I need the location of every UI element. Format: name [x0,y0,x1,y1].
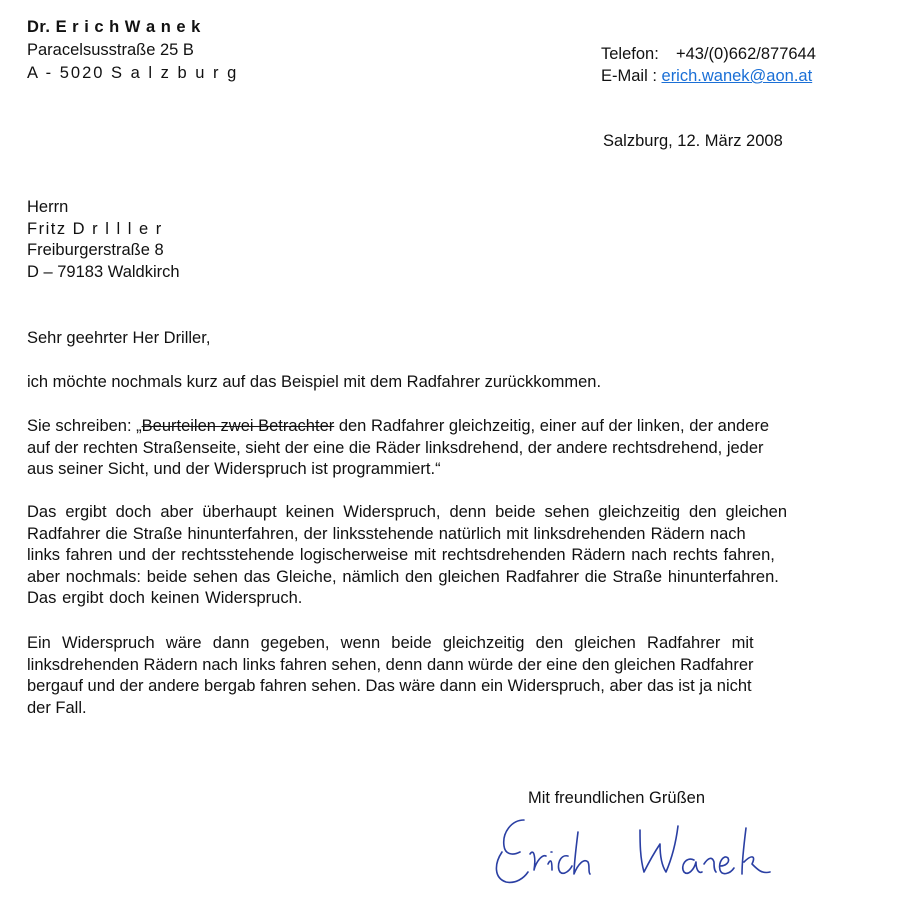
quote-line-1-rest: den Radfahrer gleichzeitig, einer auf der linken, der andere [334,417,770,435]
contact-email-line [601,65,812,87]
quote-line-1 [27,416,879,438]
signature-drawing [490,812,780,892]
greeting: Sehr geehrter Her Driller, [27,329,211,347]
conclusion-paragraph [27,633,879,719]
quote-struck-text: Beurteilen zwei Betrachter [141,417,335,435]
closing: Mit freundlichen Grüßen [528,789,705,807]
intro-paragraph: ich möchte nochmals kurz auf das Beispiel mit dem Radfahrer zurückkommen. [27,373,602,391]
quote-line-2: auf der rechten Straßenseite, sieht der eine die Räder linksdrehend, der andere rechtsdrehend, jeder [27,438,764,457]
paragraph-line: der Fall. [27,698,87,717]
sender-name: Dr. E r i c h W a n e k [27,18,201,36]
quote-line-3: aus seiner Sicht, und der Widerspruch ist programmiert.“ [27,460,441,478]
phone-number: +43/(0)662/877644 [675,45,816,63]
sender-street: Paracelsusstraße 25 B [27,41,194,59]
recipient-salutation: Herrn [27,198,69,216]
paragraph-line: bergauf und der andere bergab fahren sehen. Das wäre dann ein Widerspruch, aber das ist ja nicht [27,677,752,695]
paragraph-line: Ein Widerspruch wäre dann gegeben, wenn beide gleichzeitig den gleichen Radfahrer mit [27,634,754,652]
recipient-name: Fritz D r l l l e r [27,220,163,238]
email-label: E-Mail : [601,67,657,85]
argument-paragraph [27,502,879,610]
paragraph-line: linksdrehenden Rädern nach links fahren sehen, denn dann würde der eine den gleichen Radfahrer [27,655,754,674]
signature [490,812,780,897]
quote-paragraph [27,416,879,481]
paragraph-line: aber nochmals: beide sehen das Gleiche, nämlich den gleichen Radfahrer die Straße hinunterfahren. [27,567,779,586]
sender-city: A - 5020 S a l z b u r g [27,64,239,82]
paragraph-line: Radfahrer die Straße hinunterfahren, der linksstehende natürlich mit linksdrehenden Rädern nach [27,524,746,543]
date-line: Salzburg, 12. März 2008 [603,132,783,150]
recipient-street: Freiburgerstraße 8 [27,241,164,259]
recipient-city: D – 79183 Waldkirch [27,263,180,281]
phone-label: Telefon: [601,45,659,63]
email-link[interactable]: erich.wanek@aon.at [661,67,813,85]
contact-phone-line [601,43,816,65]
paragraph-line: links fahren und der rechtsstehende logischerweise mit rechtsdrehenden Rädern nach rechts fahren, [27,546,775,564]
paragraph-line: Das ergibt doch aber überhaupt keinen Widerspruch, denn beide sehen gleichzeitig den gleichen [27,503,788,521]
quote-lead: Sie schreiben: „ [27,417,142,435]
paragraph-line: Das ergibt doch keinen Widerspruch. [27,589,303,607]
